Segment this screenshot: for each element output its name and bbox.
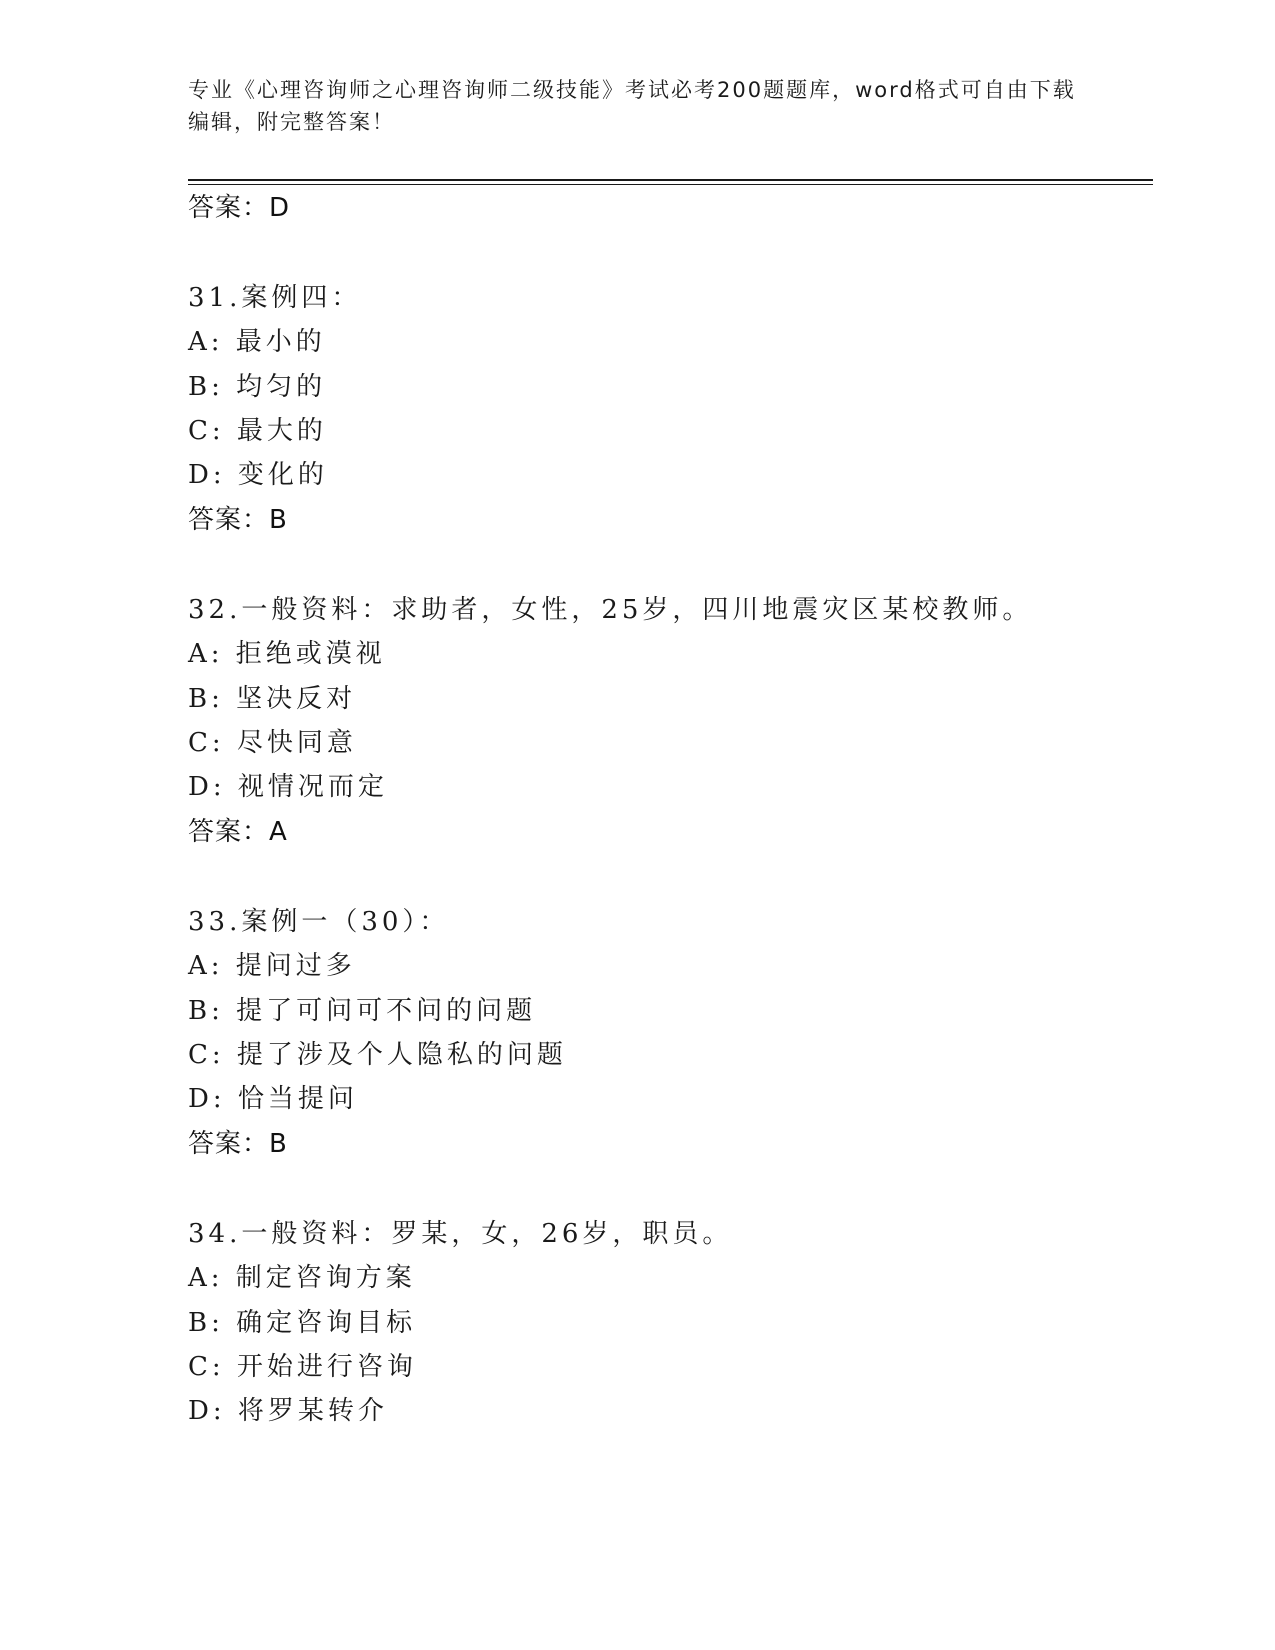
question-33-option-c: C: 提了涉及个人隐私的问题	[188, 1040, 567, 1070]
question-34-option-c: C: 开始进行咨询	[188, 1352, 417, 1382]
question-31-option-a: A: 最小的	[188, 327, 326, 357]
question-33-stem: 33.案例一（30）：	[188, 907, 450, 937]
question-32-option-c: C: 尽快同意	[188, 728, 357, 758]
question-34-option-b: B: 确定咨询目标	[188, 1308, 417, 1338]
question-33-option-d: D: 恰当提问	[188, 1084, 358, 1114]
question-32-option-a: A: 拒绝或漠视	[188, 639, 386, 669]
question-33-option-b: B: 提了可问可不问的问题	[188, 996, 537, 1026]
question-34-stem: 34.一般资料：罗某，女，26岁，职员。	[188, 1219, 733, 1249]
header-divider-thick	[188, 179, 1153, 181]
answer-q33: 答案：B	[188, 1129, 288, 1159]
answer-q30: 答案：D	[188, 193, 291, 223]
question-31-stem: 31.案例四：	[188, 283, 362, 313]
question-31-option-c: C: 最大的	[188, 416, 327, 446]
answer-q32: 答案：A	[188, 817, 288, 847]
question-34-option-d: D: 将罗某转介	[188, 1396, 388, 1426]
answer-q31: 答案：B	[188, 505, 288, 535]
question-33-option-a: A: 提问过多	[188, 951, 356, 981]
question-31-option-d: D: 变化的	[188, 460, 328, 490]
question-32-stem: 32.一般资料：求助者，女性，25岁，四川地震灾区某校教师。	[188, 595, 1033, 625]
header-divider-thin	[188, 184, 1153, 185]
question-32-option-d: D: 视情况而定	[188, 772, 388, 802]
question-31-option-b: B: 均匀的	[188, 372, 327, 402]
document-header-text: 专业《心理咨询师之心理咨询师二级技能》考试必考200题题库，word格式可自由下载编辑，附完整答案！	[188, 78, 1076, 134]
question-32-option-b: B: 坚决反对	[188, 684, 357, 714]
question-34-option-a: A: 制定咨询方案	[188, 1263, 416, 1293]
